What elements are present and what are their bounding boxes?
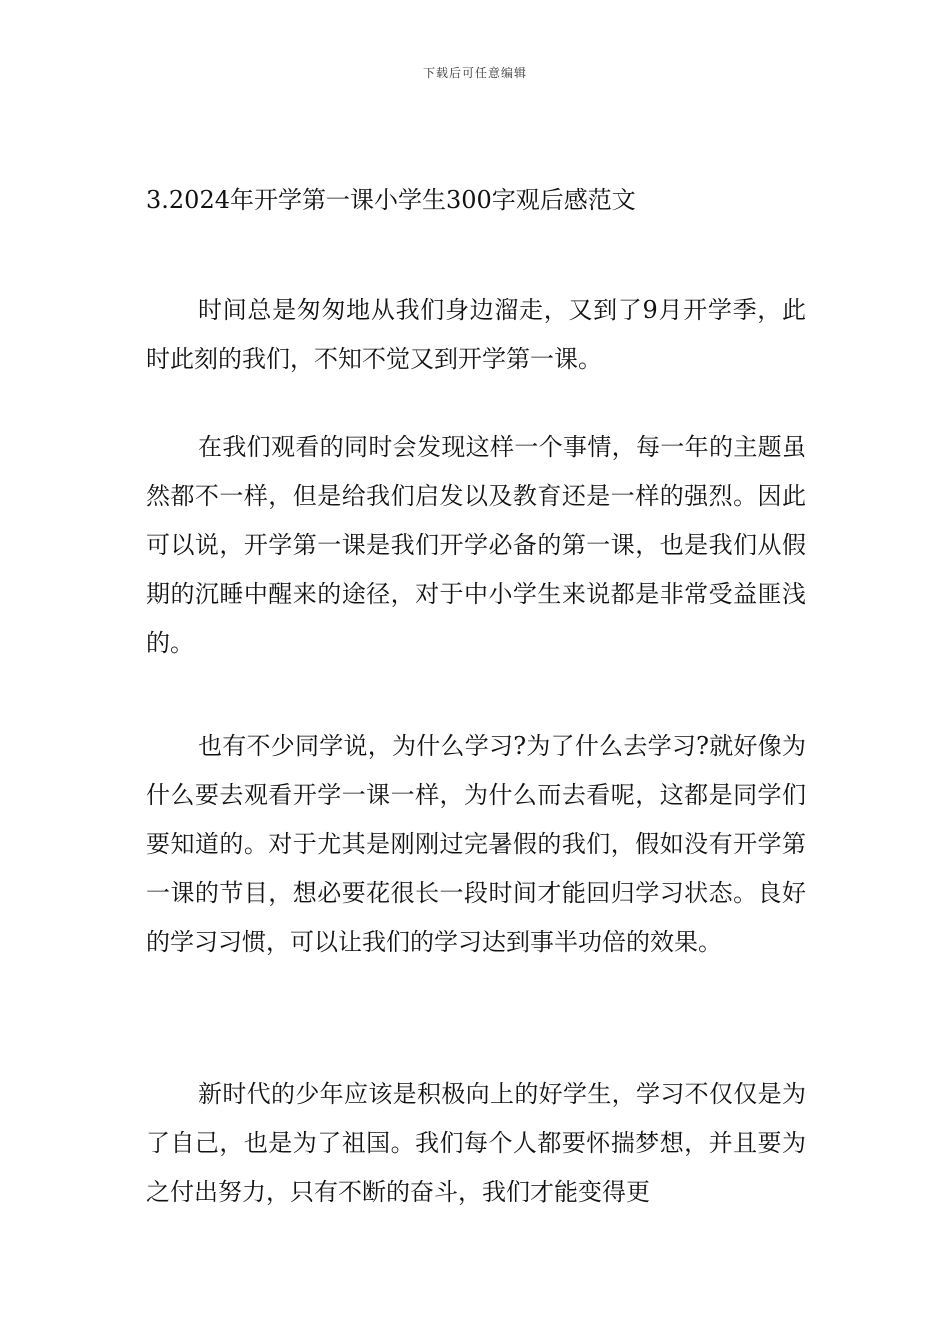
paragraph-3: 也有不少同学说，为什么学习?为了什么去学习?就好像为什么要去观看开学一课一样，为什么而去看呢，这都是同学们要知道的。对于尤其是刚刚过完暑假的我们，假如没有开学第一课的节目，想必要花很长一段时间才能回归学习状态。良好的学习习惯，可以让我们的学习达到事半功倍的效果。 [146,732,806,956]
document-title: 3.2024年开学第一课小学生300字观后感范文 [146,186,636,214]
paragraph-2: 在我们观看的同时会发现这样一个事情，每一年的主题虽然都不一样，但是给我们启发以及教育还是一样的强烈。因此可以说，开学第一课是我们开学必备的第一课，也是我们从假期的沉睡中醒来的途径，对于中小学生来说都是非常受益匪浅的。 [146,433,806,657]
paragraph-1: 时间总是匆匆地从我们身边溜走，又到了9月开学季，此时此刻的我们，不知不觉又到开学第一课。 [146,296,806,373]
page-header-note: 下载后可任意编辑 [422,66,527,80]
paragraph-4: 新时代的少年应该是积极向上的好学生，学习不仅仅是为了自己，也是为了祖国。我们每个人都要怀揣梦想，并且要为之付出努力，只有不断的奋斗，我们才能变得更 [146,1080,806,1206]
